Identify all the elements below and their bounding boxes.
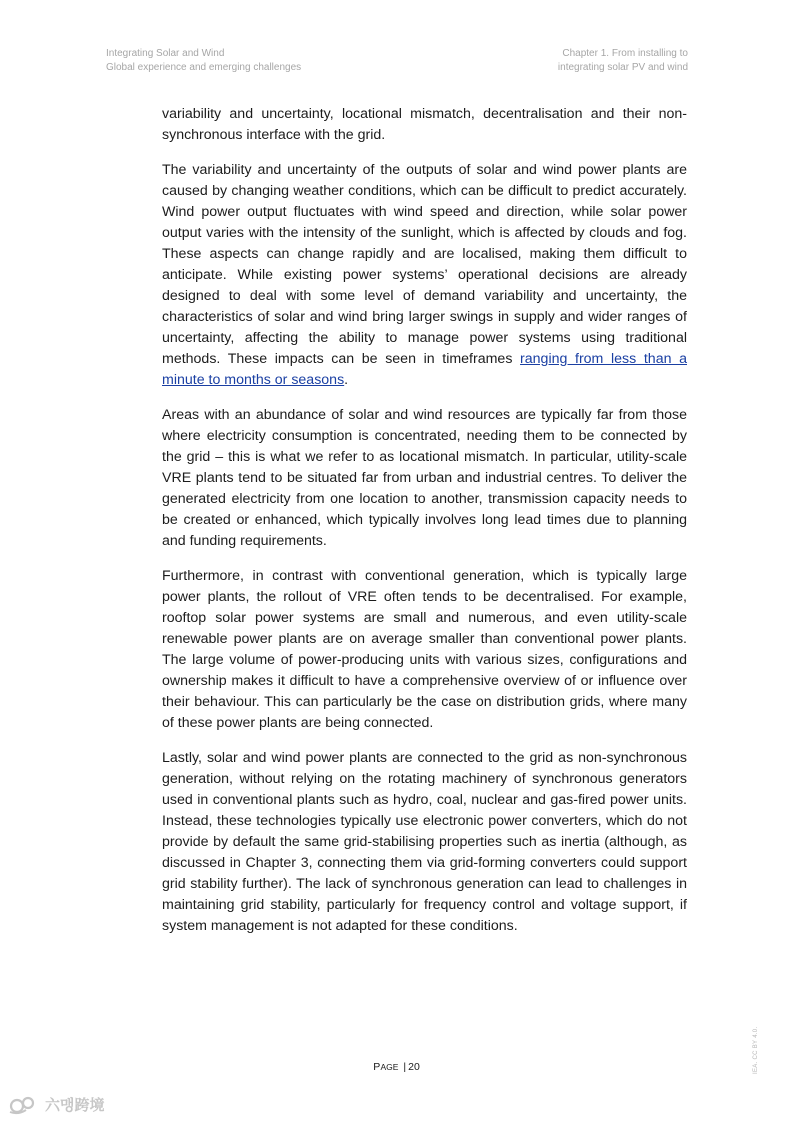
header-chapter-line1: Chapter 1. From installing to <box>562 48 688 59</box>
paragraph-intro-continued: variability and uncertainty, locational mismatch, decentralisation and their non-synchronous interface with the grid. <box>162 106 687 143</box>
running-header-chapter <box>558 47 688 74</box>
header-chapter-line2: integrating solar PV and wind <box>557 61 688 73</box>
paragraph-variability-end: . <box>344 372 349 388</box>
page-label-age: AGE <box>380 1062 399 1072</box>
page-separator: | <box>403 1061 407 1073</box>
license-credit: IEA. CC BY 4.0. <box>753 1026 759 1074</box>
body-text <box>162 104 687 951</box>
timeframes-link[interactable]: ranging from less than a minute to months or seasons <box>162 351 687 388</box>
page-label-p: P <box>373 1061 381 1073</box>
running-header-title <box>106 47 301 74</box>
page-number: 20 <box>408 1061 420 1073</box>
paragraph-non-synchronous: Lastly, solar and wind power plants are connected to the grid as non-synchronous generation, without relying on the rotating machinery of synchronous generators used in conventional plants such as hydro, coal, nuclear and gas-fired power units. Instead, these technologies typically use electronic power converters, which do not provide by default the same grid-stabilising properties such as inertia (although, as discussed in Chapter 3, connecting them via grid-forming converters could support grid stability further). The lack of synchronous generation can lead to challenges in maintaining grid stability, particularly for frequency control and voltage support, if system management is not adapted for these conditions. <box>162 750 687 934</box>
paragraph-variability-text: The variability and uncertainty of the outputs of solar and wind power plants are caused by changing weather conditions, which can be difficult to predict accurately. Wind power output fluctuates with wind speed and direction, while solar power output varies with the intensity of the sunlight, which is affected by clouds and fog. These aspects can change rapidly and are localised, making them difficult to anticipate. While existing power systems’ operational decisions are already designed to deal with some level of demand variability and uncertainty, the characteristics of solar and wind bring larger swings in supply and wider ranges of uncertainty, affecting the ability to manage power systems using traditional methods. These impacts can be seen in timeframes <box>162 162 687 367</box>
page-footer <box>0 1061 793 1073</box>
paragraph-variability <box>162 160 687 391</box>
header-report-subtitle: Global experience and emerging challenges <box>106 61 302 73</box>
watermark-text: 六맹跨境 <box>45 1097 105 1114</box>
header-report-title: Integrating Solar and Wind <box>106 48 225 59</box>
paragraph-decentralisation: Furthermore, in contrast with conventional generation, which is typically large power plants, the rollout of VRE often tends to be decentralised. For example, rooftop solar power systems are small and numerous, and even utility-scale renewable power plants are on average smaller than conventional power plants. The large volume of power-producing units with various sizes, configurations and ownership makes it difficult to have a comprehensive overview of or influence over their behaviour. This can particularly be the case on distribution grids, where many of these power plants are being connected. <box>162 568 687 731</box>
watermark <box>8 1094 105 1115</box>
paragraph-locational-mismatch: Areas with an abundance of solar and wind resources are typically far from those where electricity consumption is concentrated, needing them to be connected by the grid – this is what we refer to as locational mismatch. In particular, utility-scale VRE plants tend to be situated far from urban and industrial centres. To deliver the generated electricity from one location to another, transmission capacity needs to be created or enhanced, which typically involves long lead times due to planning and funding requirements. <box>162 407 687 549</box>
watermark-logo-icon <box>8 1095 42 1115</box>
